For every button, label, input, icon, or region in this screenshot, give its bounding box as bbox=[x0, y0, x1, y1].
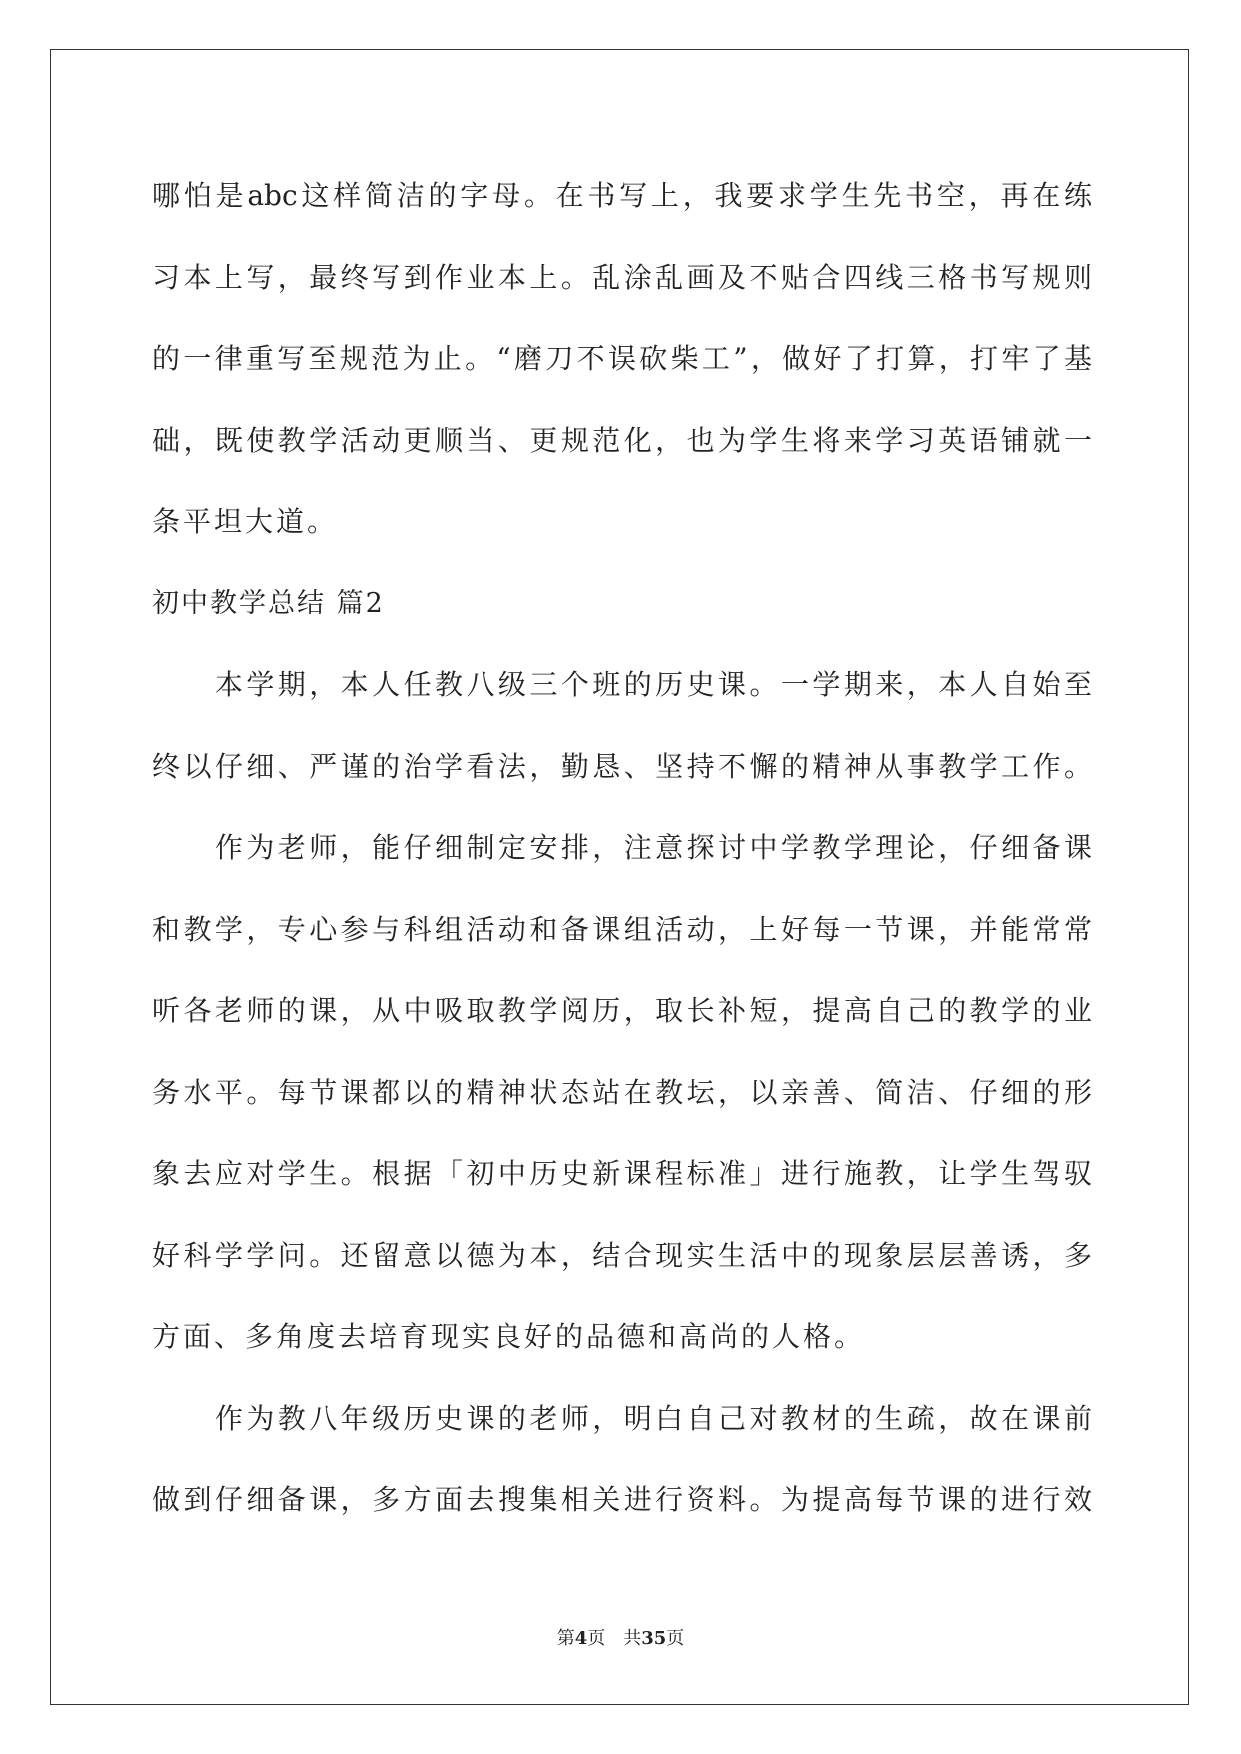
footer-mid: 页 共 bbox=[587, 1628, 642, 1649]
footer-suffix: 页 bbox=[666, 1628, 685, 1649]
text-line-17: 做到仔细备课，多方面去搜集相关进行资料。为提高每节课的进行效 bbox=[152, 1483, 1092, 1516]
text-line-9: 作为老师，能仔细制定安排，注意探讨中学教学理论，仔细备课 bbox=[152, 831, 1092, 864]
text-line-2: 习本上写，最终写到作业本上。乱涂乱画及不贴合四线三格书写规则 bbox=[152, 260, 1092, 294]
text-line-7: 本学期，本人任教八级三个班的历史课。一学期来，本人自始至 bbox=[152, 668, 1092, 701]
footer-page-number: 4 bbox=[574, 1628, 588, 1649]
text-line-3: 的一律重写至规范为止。“磨刀不误砍柴工”，做好了打算，打牢了基 bbox=[152, 342, 1092, 375]
footer-prefix: 第 bbox=[556, 1628, 575, 1649]
page-footer bbox=[0, 1624, 1241, 1650]
text-line-12: 务水平。每节课都以的精神状态站在教坛，以亲善、简洁、仔细的形 bbox=[152, 1075, 1092, 1109]
text-line-1: 哪怕是abc这样简洁的字母。在书写上，我要求学生先书空，再在练 bbox=[152, 179, 1092, 212]
section-heading: 初中教学总结 篇2 bbox=[152, 587, 385, 619]
document-body bbox=[152, 155, 1092, 1541]
text-line-13: 象去应对学生。根据「初中历史新课程标准」进行施教，让学生驾驭 bbox=[152, 1157, 1092, 1190]
text-line-4: 础，既使教学活动更顺当、更规范化，也为学生将来学习英语铺就一 bbox=[152, 423, 1092, 457]
text-line-14: 好科学学问。还留意以德为本，结合现实生活中的现象层层善诱，多 bbox=[152, 1238, 1092, 1272]
text-line-15: 方面、多角度去培育现实良好的品德和高尚的人格。 bbox=[152, 1320, 866, 1353]
text-line-8: 终以仔细、严谨的治学看法，勤恳、坚持不懈的精神从事教学工作。 bbox=[152, 749, 1092, 783]
text-line-10: 和教学，专心参与科组活动和备课组活动，上好每一节课，并能常常 bbox=[152, 912, 1092, 946]
text-line-11: 听各老师的课，从中吸取教学阅历，取长补短，提高自己的教学的业 bbox=[152, 994, 1092, 1027]
text-line-16: 作为教八年级历史课的老师，明白自己对教材的生疏，故在课前 bbox=[152, 1401, 1092, 1435]
footer-total-pages: 35 bbox=[641, 1628, 667, 1649]
text-line-5: 条平坦大道。 bbox=[152, 505, 339, 538]
